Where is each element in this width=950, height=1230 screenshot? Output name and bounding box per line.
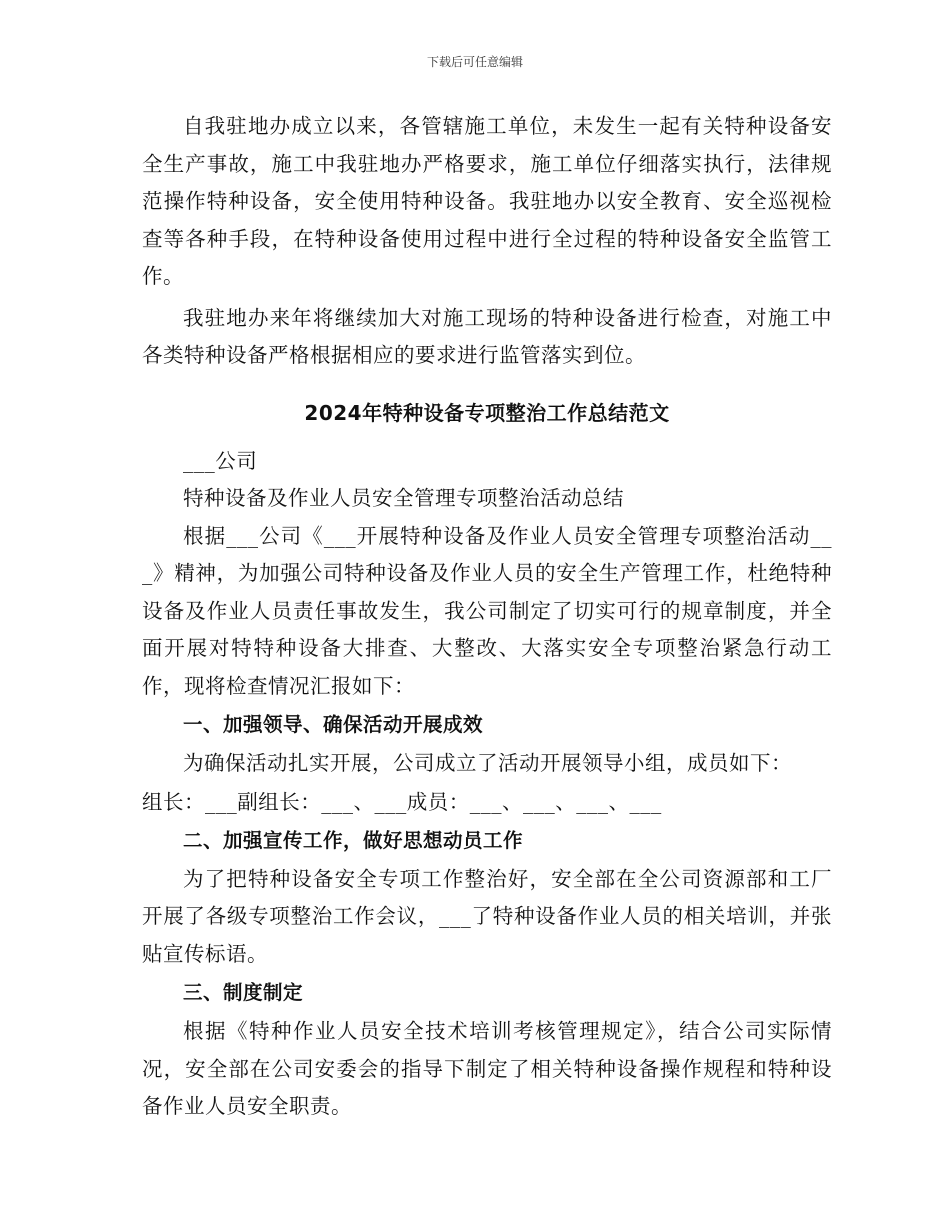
section-2-paragraph: 为了把特种设备安全专项工作整治好，安全部在全公司资源部和工厂开展了各级专项整治工作会议，___了特种设备作业人员的相关培训，并张贴宣传标语。 xyxy=(142,866,832,966)
article-subtitle: 特种设备及作业人员安全管理专项整治活动总结 xyxy=(183,486,624,510)
section-2-heading: 二、加强宣传工作，做好思想动员工作 xyxy=(182,828,523,852)
section-1-heading: 一、加强领导、确保活动开展成效 xyxy=(182,713,483,736)
intro-paragraph-1: 自我驻地办成立以来，各管辖施工单位，未发生一起有关特种设备安全生产事故，施工中我驻地办严格要求，施工单位仔细落实执行，法律规范操作特种设备，安全使用特种设备。我驻地办以安全教育、安全巡视检查等各种手段，在特种设备使用过程中进行全过程的特种设备安全监管工作。 xyxy=(142,114,832,288)
company-line: ___公司 xyxy=(183,448,258,473)
intro-paragraph-2: 我驻地办来年将继续加大对施工现场的特种设备进行检查，对施工中各类特种设备严格根据相应的要求进行监管落实到位。 xyxy=(142,305,832,367)
section-3-paragraph: 根据《特种作业人员安全技术培训考核管理规定》，结合公司实际情况，安全部在公司安委会的指导下制定了相关特种设备操作规程和特种设备作业人员安全职责。 xyxy=(142,1019,832,1118)
section-1-paragraph: 为确保活动扎实开展，公司成立了活动开展领导小组，成员如下： xyxy=(183,751,792,775)
section-1-members: 组长：___副组长：___、___成员：___、___、___、___ xyxy=(142,789,662,814)
article-title: 2024年特种设备专项整治工作总结范文 xyxy=(304,400,670,425)
document-body xyxy=(142,108,832,1126)
section-3-heading: 三、制度制定 xyxy=(182,981,303,1004)
page-header-note: 下载后可任意编辑 xyxy=(426,55,523,69)
intro-paragraph-3: 根据___公司《___开展特种设备及作业人员安全管理专项整治活动___》精神，为加强公司特种设备及作业人员的安全生产管理工作，杜绝特种设备及作业人员责任事故发生，我公司制定了切实可行的规章制度，并全面开展对特特种设备大排查、大整改、大落实安全专项整治紧急行动工作，现将检查情况汇报如下： xyxy=(142,523,832,698)
